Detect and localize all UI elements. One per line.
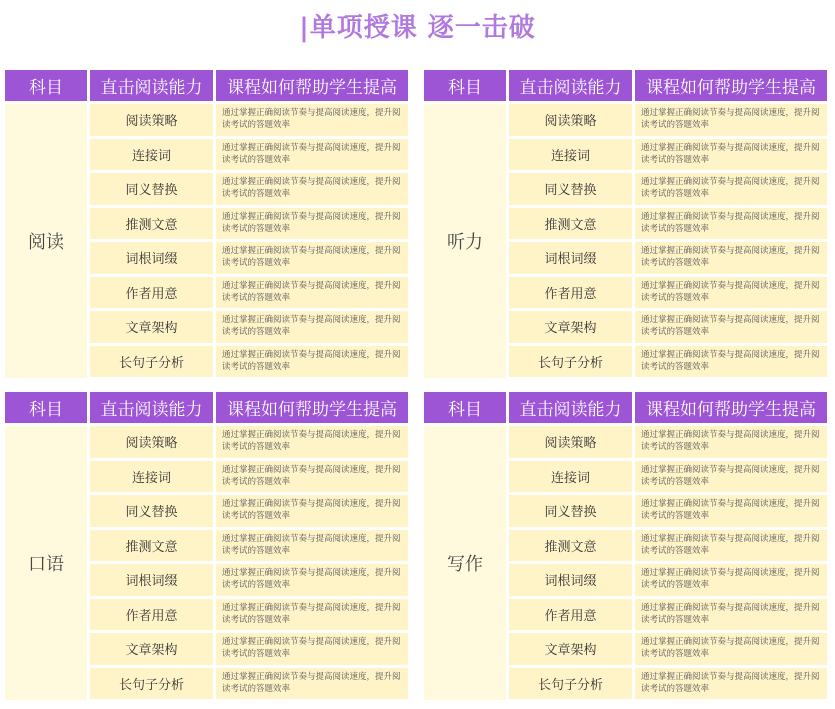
description-cell: 通过掌握正确阅读节奏与提高阅读速度，提升阅读考试的答题效率 [635, 104, 827, 136]
skill-cell: 阅读策略 [90, 104, 213, 136]
table-row [90, 564, 408, 596]
skill-cell: 同义替换 [509, 495, 632, 527]
course-panel [424, 392, 830, 700]
skill-cell: 推测文意 [90, 208, 213, 240]
description-cell: 通过掌握正确阅读节奏与提高阅读速度，提升阅读考试的答题效率 [635, 530, 827, 562]
description-cell: 通过掌握正确阅读节奏与提高阅读速度，提升阅读考试的答题效率 [216, 426, 408, 458]
skill-rows [509, 104, 827, 378]
description-cell: 通过掌握正确阅读节奏与提高阅读速度，提升阅读考试的答题效率 [216, 599, 408, 631]
table-row [509, 530, 827, 562]
table-body [5, 104, 411, 378]
table-row [90, 461, 408, 493]
table-row [509, 346, 827, 378]
table-row [509, 668, 827, 700]
skill-cell: 作者用意 [90, 599, 213, 631]
description-cell: 通过掌握正确阅读节奏与提高阅读速度，提升阅读考试的答题效率 [635, 208, 827, 240]
description-cell: 通过掌握正确阅读节奏与提高阅读速度，提升阅读考试的答题效率 [635, 668, 827, 700]
table-body [5, 426, 411, 700]
skill-cell: 连接词 [509, 139, 632, 171]
skill-cell: 长句子分析 [509, 346, 632, 378]
table-header [424, 70, 830, 101]
skill-rows [90, 426, 408, 700]
table-row [90, 242, 408, 274]
skill-cell: 词根词缀 [509, 242, 632, 274]
skill-cell: 推测文意 [509, 208, 632, 240]
skill-cell: 词根词缀 [90, 242, 213, 274]
description-cell: 通过掌握正确阅读节奏与提高阅读速度，提升阅读考试的答题效率 [216, 461, 408, 493]
skill-cell: 阅读策略 [509, 104, 632, 136]
skill-cell: 文章架构 [509, 633, 632, 665]
header-ability: 直击阅读能力 [509, 70, 632, 101]
description-cell: 通过掌握正确阅读节奏与提高阅读速度，提升阅读考试的答题效率 [216, 242, 408, 274]
description-cell: 通过掌握正确阅读节奏与提高阅读速度，提升阅读考试的答题效率 [635, 633, 827, 665]
table-row [509, 599, 827, 631]
skill-cell: 推测文意 [509, 530, 632, 562]
table-header [5, 70, 411, 101]
skill-cell: 连接词 [509, 461, 632, 493]
header-subject: 科目 [5, 392, 87, 423]
skill-cell: 同义替换 [509, 173, 632, 205]
skill-cell: 长句子分析 [509, 668, 632, 700]
table-row [90, 139, 408, 171]
skill-cell: 推测文意 [90, 530, 213, 562]
skill-rows [509, 426, 827, 700]
description-cell: 通过掌握正确阅读节奏与提高阅读速度，提升阅读考试的答题效率 [216, 564, 408, 596]
header-ability: 直击阅读能力 [90, 70, 213, 101]
table-body [424, 426, 830, 700]
header-help: 课程如何帮助学生提高 [635, 70, 827, 101]
table-row [509, 104, 827, 136]
header-help: 课程如何帮助学生提高 [635, 392, 827, 423]
subject-cell: 口语 [5, 426, 87, 700]
table-row [509, 426, 827, 458]
description-cell: 通过掌握正确阅读节奏与提高阅读速度，提升阅读考试的答题效率 [216, 277, 408, 309]
description-cell: 通过掌握正确阅读节奏与提高阅读速度，提升阅读考试的答题效率 [635, 139, 827, 171]
skill-cell: 作者用意 [509, 599, 632, 631]
table-body [424, 104, 830, 378]
description-cell: 通过掌握正确阅读节奏与提高阅读速度，提升阅读考试的答题效率 [216, 346, 408, 378]
header-subject: 科目 [5, 70, 87, 101]
course-panel [5, 70, 411, 378]
description-cell: 通过掌握正确阅读节奏与提高阅读速度，提升阅读考试的答题效率 [216, 173, 408, 205]
description-cell: 通过掌握正确阅读节奏与提高阅读速度，提升阅读考试的答题效率 [635, 277, 827, 309]
course-panel [424, 70, 830, 378]
table-row [509, 495, 827, 527]
table-row [90, 530, 408, 562]
skill-rows [90, 104, 408, 378]
page-title: |单项授课 逐一击破 [299, 13, 536, 43]
skill-cell: 阅读策略 [90, 426, 213, 458]
skill-cell: 连接词 [90, 461, 213, 493]
skill-cell: 作者用意 [90, 277, 213, 309]
table-row [90, 277, 408, 309]
table-row [90, 599, 408, 631]
description-cell: 通过掌握正确阅读节奏与提高阅读速度，提升阅读考试的答题效率 [635, 346, 827, 378]
skill-cell: 长句子分析 [90, 346, 213, 378]
header-ability: 直击阅读能力 [90, 392, 213, 423]
table-row [90, 346, 408, 378]
description-cell: 通过掌握正确阅读节奏与提高阅读速度，提升阅读考试的答题效率 [635, 461, 827, 493]
description-cell: 通过掌握正确阅读节奏与提高阅读速度，提升阅读考试的答题效率 [216, 311, 408, 343]
description-cell: 通过掌握正确阅读节奏与提高阅读速度，提升阅读考试的答题效率 [635, 599, 827, 631]
description-cell: 通过掌握正确阅读节奏与提高阅读速度，提升阅读考试的答题效率 [635, 426, 827, 458]
skill-cell: 长句子分析 [90, 668, 213, 700]
table-row [509, 277, 827, 309]
description-cell: 通过掌握正确阅读节奏与提高阅读速度，提升阅读考试的答题效率 [216, 495, 408, 527]
skill-cell: 同义替换 [90, 173, 213, 205]
header-subject: 科目 [424, 70, 506, 101]
table-row [509, 461, 827, 493]
skill-cell: 文章架构 [90, 311, 213, 343]
table-row [509, 242, 827, 274]
table-row [90, 311, 408, 343]
description-cell: 通过掌握正确阅读节奏与提高阅读速度，提升阅读考试的答题效率 [216, 633, 408, 665]
description-cell: 通过掌握正确阅读节奏与提高阅读速度，提升阅读考试的答题效率 [216, 530, 408, 562]
subject-cell: 听力 [424, 104, 506, 378]
skill-cell: 连接词 [90, 139, 213, 171]
description-cell: 通过掌握正确阅读节奏与提高阅读速度，提升阅读考试的答题效率 [635, 495, 827, 527]
header-help: 课程如何帮助学生提高 [216, 70, 408, 101]
description-cell: 通过掌握正确阅读节奏与提高阅读速度，提升阅读考试的答题效率 [216, 208, 408, 240]
skill-cell: 阅读策略 [509, 426, 632, 458]
subject-cell: 阅读 [5, 104, 87, 378]
table-row [90, 495, 408, 527]
description-cell: 通过掌握正确阅读节奏与提高阅读速度，提升阅读考试的答题效率 [216, 668, 408, 700]
subject-cell: 写作 [424, 426, 506, 700]
table-row [509, 173, 827, 205]
table-row [509, 311, 827, 343]
table-header [5, 392, 411, 423]
description-cell: 通过掌握正确阅读节奏与提高阅读速度，提升阅读考试的答题效率 [635, 564, 827, 596]
table-row [509, 633, 827, 665]
header-subject: 科目 [424, 392, 506, 423]
description-cell: 通过掌握正确阅读节奏与提高阅读速度，提升阅读考试的答题效率 [635, 242, 827, 274]
description-cell: 通过掌握正确阅读节奏与提高阅读速度，提升阅读考试的答题效率 [635, 173, 827, 205]
header-help: 课程如何帮助学生提高 [216, 392, 408, 423]
table-row [509, 208, 827, 240]
skill-cell: 文章架构 [90, 633, 213, 665]
skill-cell: 作者用意 [509, 277, 632, 309]
description-cell: 通过掌握正确阅读节奏与提高阅读速度，提升阅读考试的答题效率 [216, 139, 408, 171]
table-row [90, 208, 408, 240]
skill-cell: 词根词缀 [509, 564, 632, 596]
table-row [90, 633, 408, 665]
description-cell: 通过掌握正确阅读节奏与提高阅读速度，提升阅读考试的答题效率 [216, 104, 408, 136]
description-cell: 通过掌握正确阅读节奏与提高阅读速度，提升阅读考试的答题效率 [635, 311, 827, 343]
table-row [509, 139, 827, 171]
table-row [90, 668, 408, 700]
table-row [90, 104, 408, 136]
table-header [424, 392, 830, 423]
course-panel [5, 392, 411, 700]
skill-cell: 文章架构 [509, 311, 632, 343]
table-row [90, 426, 408, 458]
table-row [509, 564, 827, 596]
table-row [90, 173, 408, 205]
skill-cell: 词根词缀 [90, 564, 213, 596]
header-ability: 直击阅读能力 [509, 392, 632, 423]
skill-cell: 同义替换 [90, 495, 213, 527]
